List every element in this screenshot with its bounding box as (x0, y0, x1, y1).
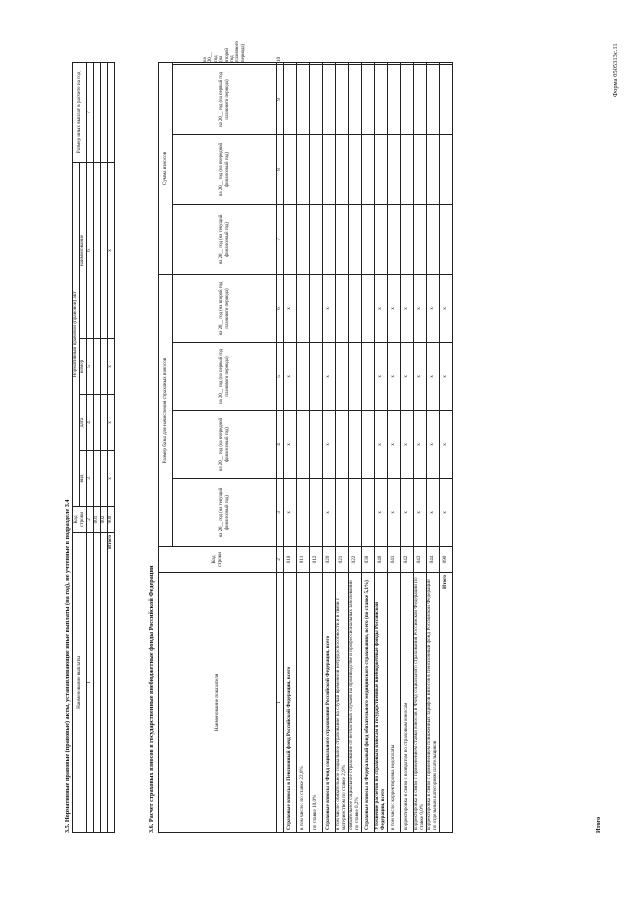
sum-cell (427, 64, 440, 134)
sum-cell (401, 62, 414, 64)
sum-cell (427, 134, 440, 204)
base-cell (297, 274, 310, 342)
sum-cell (297, 62, 310, 64)
sum-cell (284, 62, 297, 64)
base-cell: x (427, 343, 440, 411)
sum-cell (323, 62, 336, 64)
t35-header-number: номер (80, 339, 87, 395)
table-row (414, 62, 427, 832)
t35-header-kind: вид (80, 451, 87, 507)
sum-cell (336, 64, 349, 134)
base-cell (362, 274, 375, 342)
base-cell (297, 411, 310, 479)
sum-cell (362, 204, 375, 274)
row-code: 020 (323, 547, 336, 573)
t35-total-row: Итого 900 x x x x (108, 62, 115, 832)
t36-period-sum-first-plan: на 20__ год (на первый год планового периода) (173, 64, 277, 134)
t36-period-first-plan: на 20__ год (на первый год планового периода) (173, 343, 277, 411)
base-cell: x (427, 479, 440, 547)
row-code: 030 (362, 547, 375, 573)
base-cell: x (401, 479, 414, 547)
table-row (336, 62, 349, 832)
t35-header-title: наименование (80, 162, 87, 338)
base-cell: x (375, 343, 388, 411)
t36-header-code: Код строки (159, 547, 277, 573)
sum-cell (414, 64, 427, 134)
row-label: в том числе: корректировка недоплаты (388, 573, 401, 833)
sum-cell (297, 64, 310, 134)
table-row (388, 62, 401, 832)
base-cell (349, 411, 362, 479)
base-cell: x (375, 411, 388, 479)
sum-cell (362, 62, 375, 64)
base-cell: x (401, 411, 414, 479)
base-cell: x (375, 479, 388, 547)
table-row (297, 62, 310, 832)
t35-header-name: Наименование выплаты (73, 533, 87, 833)
sum-cell (310, 62, 323, 64)
sum-cell (388, 204, 401, 274)
row-code: 041 (388, 547, 401, 573)
sum-cell (323, 134, 336, 204)
sum-cell (310, 204, 323, 274)
row-label: в том числе: по ставке 22,0% (297, 573, 310, 833)
row-label: в том числе: обязательное социальное страхование на случай временной нетрудоспособности и в связи с материнством по ставке 2,9% (336, 573, 349, 833)
base-cell (310, 479, 323, 547)
sum-cell (362, 134, 375, 204)
base-cell (336, 411, 349, 479)
base-cell (349, 274, 362, 342)
t36-period-next: на 20__ год (на очередной финансовый год) (173, 411, 277, 479)
sum-cell (323, 64, 336, 134)
t36-period-sum-second-plan: на 20__ год (на второй год планового периода) (173, 62, 277, 64)
t36-period-sum-current: на 20__ год (на текущий финансовый год) (173, 204, 277, 274)
sum-cell (336, 134, 349, 204)
t35-header-amount: Размер иных выплат в расчете на год (73, 62, 87, 162)
base-cell: x (388, 411, 401, 479)
base-cell (349, 343, 362, 411)
base-cell: x (323, 411, 336, 479)
sum-cell (440, 134, 453, 204)
sum-cell (401, 134, 414, 204)
row-code: 043 (414, 547, 427, 573)
base-cell: x (440, 274, 453, 342)
sum-cell (349, 64, 362, 134)
sum-cell (310, 134, 323, 204)
base-cell (336, 274, 349, 342)
sum-cell (375, 204, 388, 274)
sum-cell (310, 64, 323, 134)
base-cell: x (440, 343, 453, 411)
t36-period-current: на 20__ год (на текущий финансовый год) (173, 479, 277, 547)
table-row (323, 62, 336, 832)
t35-header-date: дата (80, 395, 87, 451)
sum-cell (284, 204, 297, 274)
sum-cell (440, 64, 453, 134)
base-cell: x (323, 274, 336, 342)
table-3-6 (158, 41, 453, 833)
sum-cell (401, 64, 414, 134)
row-code: 090 (440, 547, 453, 573)
sum-cell (284, 64, 297, 134)
sum-cell (440, 204, 453, 274)
table-3-5 (72, 62, 115, 833)
base-cell: x (401, 274, 414, 342)
base-cell: x (284, 479, 297, 547)
base-cell: x (401, 343, 414, 411)
base-cell: x (414, 411, 427, 479)
row-label: Итого (440, 573, 453, 833)
base-cell: x (388, 479, 401, 547)
base-cell (349, 479, 362, 547)
sum-cell (388, 134, 401, 204)
base-cell: x (323, 479, 336, 547)
sum-cell (375, 134, 388, 204)
table-row (375, 62, 388, 832)
base-cell (362, 479, 375, 547)
t35-header-act: Нормативный правовой (правовой) акт (73, 162, 80, 506)
section-3-6-title: 3.6. Расчет страховых взносов в государственные внебюджетные фонды Российской Федерации (148, 565, 155, 833)
base-cell: x (388, 343, 401, 411)
table-row: 001 (94, 62, 101, 832)
t36-period-second-plan: на 20__ год (на второй год планового периода) (173, 274, 277, 342)
row-label: корректировка в связи с применением пониженных тарифов взносов в Пенсионный фонд Российской Федерации по отдельным категориям плательщиков (427, 573, 440, 833)
base-cell: x (388, 274, 401, 342)
row-label: Страховые взносы в Федеральный фонд обязательного медицинского страхования, всего (по ставке 5,1%) (362, 573, 375, 833)
row-code: 040 (375, 547, 388, 573)
sum-cell (349, 204, 362, 274)
row-code: 011 (297, 547, 310, 573)
row-label: по ставке 10,0% (310, 573, 323, 833)
table-row (349, 62, 362, 832)
base-cell: x (427, 274, 440, 342)
base-cell: x (284, 411, 297, 479)
base-cell: x (440, 479, 453, 547)
t36-period-sum-next: на 20__ год (на очередной финансовый год) (173, 134, 277, 204)
table-row (310, 62, 323, 832)
base-cell: x (414, 274, 427, 342)
sum-cell (297, 134, 310, 204)
base-cell: x (414, 343, 427, 411)
form-code: Форма 0505313с.11 (612, 43, 619, 97)
section-3-5-title: 3.5. Нормативные правовые (правовые) акты, устанавливающие иные выплаты (на год), не учтенные в подразделе 3.4 (64, 499, 71, 833)
base-cell (297, 479, 310, 547)
table-row (362, 62, 375, 832)
base-cell (362, 411, 375, 479)
t36-header-base: Размер базы для начисления страховых взносов (159, 274, 173, 546)
base-cell (297, 343, 310, 411)
base-cell (336, 343, 349, 411)
base-cell: x (427, 411, 440, 479)
row-code: 010 (284, 547, 297, 573)
sum-cell (401, 204, 414, 274)
sum-cell (414, 134, 427, 204)
sum-cell (440, 62, 453, 64)
row-label: корректировка в связи с применением ставки взносов в Фонд социального страхования Российской Федерации по ставке 0,0% (414, 573, 427, 833)
t35-col-numbers: 1 2 3 4 5 6 7 (87, 62, 94, 832)
row-code: 022 (349, 547, 362, 573)
row-label: Страховые взносы в Пенсионный фонд Российской Федерации, всего (284, 573, 297, 833)
sum-cell (349, 62, 362, 64)
row-code: 044 (427, 547, 440, 573)
row-label: обязательное социальное страхование от несчастных случаев на производстве и профессиональных заболеваний по ставке 0,2% (349, 573, 362, 833)
row-code: 012 (310, 547, 323, 573)
sum-cell (336, 204, 349, 274)
sum-cell (427, 204, 440, 274)
row-code: 042 (401, 547, 414, 573)
base-cell: x (284, 274, 297, 342)
sum-cell (427, 62, 440, 64)
base-cell (362, 343, 375, 411)
sum-cell (388, 64, 401, 134)
row-code: 021 (336, 547, 349, 573)
base-cell: x (323, 343, 336, 411)
base-cell: x (414, 479, 427, 547)
t36-total-label: Итого (596, 816, 602, 833)
table-row (427, 62, 440, 832)
sum-cell (375, 62, 388, 64)
row-label: Страховые взносы в Фонд социального страхования Российской Федерации, всего (323, 573, 336, 833)
sum-cell (284, 134, 297, 204)
sum-cell (336, 62, 349, 64)
t36-col-numbers: 1 2 3 4 5 6 7 8 9 10 (277, 62, 284, 832)
sum-cell (323, 204, 336, 274)
table-row (401, 62, 414, 832)
sum-cell (375, 64, 388, 134)
base-cell: x (375, 274, 388, 342)
t36-total-row (440, 62, 453, 832)
row-label: корректировка в связи с возвратом по страховым взносам (401, 573, 414, 833)
sum-cell (362, 64, 375, 134)
base-cell: x (440, 411, 453, 479)
sum-cell (388, 62, 401, 64)
base-cell (336, 479, 349, 547)
row-label: Уточнение расчетов по страховым взносам в государственные внебюджетные фонды Российской Федерации, всего (375, 573, 388, 833)
t36-body (284, 62, 453, 832)
base-cell (310, 411, 323, 479)
t36-header-indicator: Наименование показателя (159, 573, 277, 833)
sum-cell (414, 62, 427, 64)
t36-header-sum: Сумма взносов (159, 62, 173, 274)
base-cell: x (284, 343, 297, 411)
base-cell (310, 343, 323, 411)
table-row: 002 (101, 62, 108, 832)
table-row (284, 62, 297, 832)
sum-cell (349, 134, 362, 204)
t35-header-code: Код строки (73, 507, 87, 533)
sum-cell (297, 204, 310, 274)
base-cell (310, 274, 323, 342)
sum-cell (414, 204, 427, 274)
